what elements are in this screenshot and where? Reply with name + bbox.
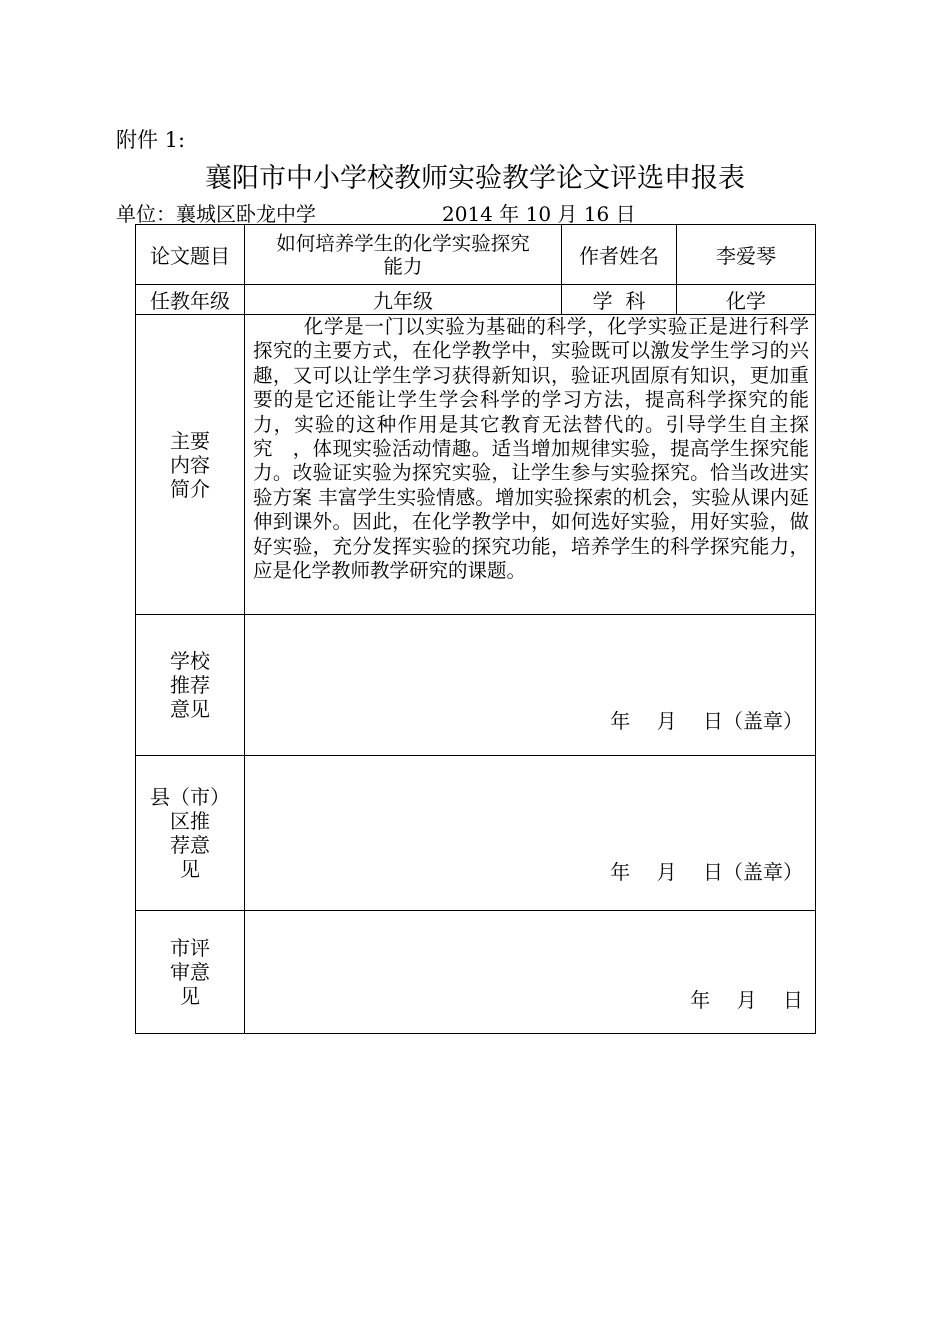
paper-title-line1: 如何培养学生的化学实验探究 — [276, 231, 530, 255]
summary-label-line: 主要 — [170, 428, 210, 453]
school-label-line: 推荐 — [170, 673, 210, 697]
city-opinion-label — [136, 911, 245, 1034]
school-date-stamp: 年 月 日（盖章） — [610, 709, 803, 733]
paper-title-value — [245, 225, 562, 285]
county-label-line: 区推 — [170, 809, 210, 833]
school-opinion-label — [136, 615, 245, 756]
author-value: 李爱琴 — [677, 225, 816, 285]
row-city-opinion — [136, 911, 816, 1034]
summary-label — [136, 315, 245, 615]
date-line: 2014 年 10 月 16 日 — [442, 202, 636, 226]
summary-label-line: 简介 — [170, 476, 210, 501]
subject-label: 学 科 — [562, 285, 677, 315]
city-date-stamp: 年 月 日 — [690, 988, 803, 1012]
row-paper-title — [136, 225, 816, 285]
subject-value: 化学 — [677, 285, 816, 315]
unit-line: 单位：襄城区卧龙中学 — [116, 202, 316, 226]
page-title: 襄阳市中小学校教师实验教学论文评选申报表 — [205, 163, 745, 194]
attachment-label: 附件 1: — [116, 128, 186, 152]
county-label-line: 荐意 — [170, 833, 210, 857]
school-opinion-field[interactable] — [245, 615, 816, 756]
grade-label: 任教年级 — [136, 285, 245, 315]
paper-title-label: 论文题目 — [136, 225, 245, 285]
county-opinion-label — [136, 756, 245, 911]
county-date-stamp: 年 月 日（盖章） — [610, 860, 803, 884]
city-label-line: 审意 — [170, 960, 210, 984]
school-label-line: 意见 — [170, 697, 210, 721]
school-label-line: 学校 — [170, 649, 210, 673]
grade-value: 九年级 — [245, 285, 562, 315]
row-school-opinion — [136, 615, 816, 756]
row-county-opinion — [136, 756, 816, 911]
summary-text-cell — [245, 315, 816, 615]
summary-text: 化学是一门以实验为基础的科学，化学实验正是进行科学探究的主要方式，在化学教学中，实验既可以激发学生学习的兴趣，又可以让学生学习获得新知识，验证巩固原有知识，更加重要的是它还能让学生学会科学的学习方法，提高科学探究的能力，实验的这种作用是其它教育无法替代的。引导学生自主探究 ，体现实验活动情趣。适当增加规律实验，提高学生探究能力。改验证实验为探究实验，让学生参与实验探究。恰当改进实验方案 丰富学生实验情感。增加实验探索的机会，实验从课内延伸到课外。因此，在化学教学中，如何选好实验，用好实验，做好实验，充分发挥实验的探究功能，培养学生的科学探究能力，应是化学教师教学研究的课题。 — [253, 315, 809, 583]
county-opinion-field[interactable] — [245, 756, 816, 911]
summary-label-line: 内容 — [170, 452, 210, 477]
row-summary — [136, 315, 816, 615]
city-label-line: 见 — [180, 984, 200, 1008]
author-label: 作者姓名 — [562, 225, 677, 285]
application-form-table — [135, 224, 816, 1034]
city-opinion-field[interactable] — [245, 911, 816, 1034]
county-label-line: 见 — [180, 857, 200, 881]
county-label-line: 县（市） — [150, 785, 230, 809]
city-label-line: 市评 — [170, 936, 210, 960]
row-grade — [136, 285, 816, 315]
paper-title-line2: 能力 — [383, 254, 423, 278]
